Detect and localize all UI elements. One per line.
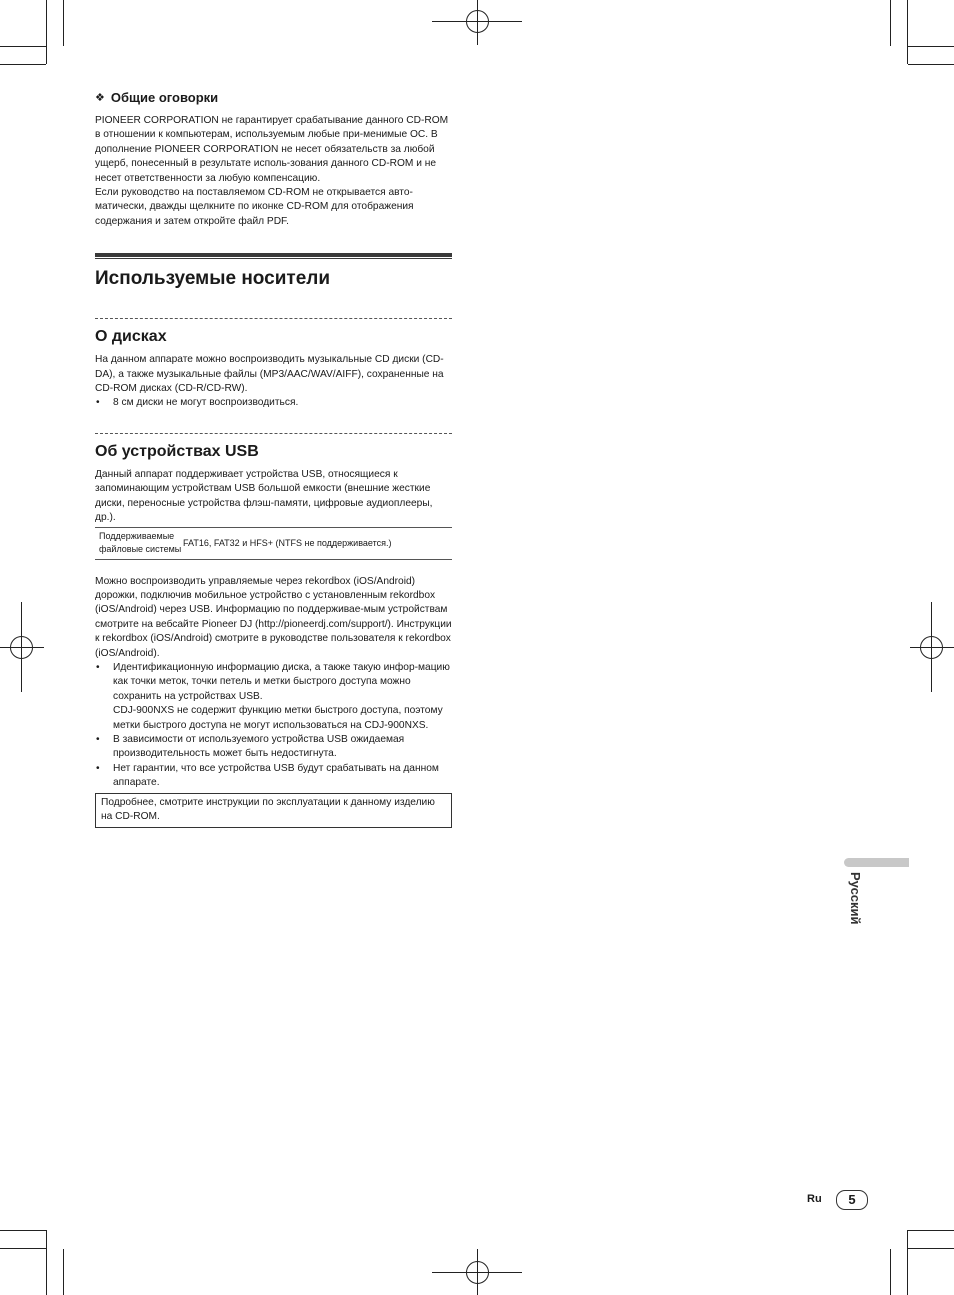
disclaimer-paragraph-2: Если руководство на поставляемом CD-ROM не открывается авто-матически, дважды щелкните по иконке CD-ROM для отображения содержания и затем откройте файл PDF. xyxy=(95,187,414,227)
bullet-icon: • xyxy=(96,661,100,673)
bullet-icon: • xyxy=(96,733,100,745)
filesystem-table xyxy=(95,527,452,560)
dashed-divider xyxy=(95,318,452,319)
list-item-text: Нет гарантии, что все устройства USB будут срабатывать на данном аппарате. xyxy=(113,762,439,789)
dashed-divider xyxy=(95,433,452,434)
language-label: Русский xyxy=(848,872,863,925)
language-tab-bar xyxy=(844,858,909,867)
list-item-text: 8 см диски не могут воспроизводиться. xyxy=(113,397,299,409)
bullet-icon: • xyxy=(96,762,100,774)
page-number: 5 xyxy=(836,1190,868,1210)
list-item-text: В зависимости от используемого устройства USB ожидаемая производительность может быть недостигнута. xyxy=(113,733,405,760)
disclaimer-paragraph-1: PIONEER CORPORATION не гарантирует срабатывание данного CD-ROM в отношении к компьютерам, используемым любые при-менимые ОС. В дополнение PIONEER CORPORATION не несет обязательств за любой ущерб, понесенный в результате исполь-зования данного CD-ROM и не несет ответственности за любую компенсацию. xyxy=(95,115,449,184)
diamond-bullet-icon: ❖ xyxy=(95,92,105,104)
note-box: Подробнее, смотрите инструкции по эксплуатации к данному изделию на CD-ROM. xyxy=(95,793,452,828)
section-title: Используемые носители xyxy=(95,268,331,290)
list-item xyxy=(95,733,452,762)
disclaimer-heading xyxy=(95,90,452,105)
list-item xyxy=(95,396,452,410)
discs-heading: О дисках xyxy=(95,328,167,346)
discs-text: На данном аппарате можно воспроизводить музыкальные CD диски (CD-DA), а также музыкальные файлы (MP3/AAC/WAV/AIFF), сохраненные на CD-ROM дисках (CD-R/CD-RW). xyxy=(95,354,444,395)
discs-bullets xyxy=(95,396,452,410)
list-item xyxy=(95,661,452,733)
list-item-extra: CDJ-900NXS не содержит функцию метки быстрого доступа, поэтому метки быстрого доступа не могут использоваться на CDJ-900NXS. xyxy=(113,705,443,731)
disclaimer-heading-text: Общие оговорки xyxy=(110,90,219,105)
bullet-icon: • xyxy=(96,397,100,409)
filesystem-table-key: Поддерживаемые файловые системы xyxy=(99,530,182,554)
list-item xyxy=(95,762,452,791)
usb-heading: Об устройствах USB xyxy=(95,442,259,460)
filesystem-table-value: FAT16, FAT32 и HFS+ (NTFS не поддерживается.) xyxy=(183,538,392,548)
usb-text: Данный аппарат поддерживает устройства USB, относящиеся к запоминающим устройствам USB большой емкости (внешние жесткие диски, переносные устройства флэш-памяти, цифровые аудиоплееры, др.). xyxy=(95,468,433,524)
main-column xyxy=(95,90,452,828)
section-rule xyxy=(95,253,452,259)
list-item-text: Идентификационную информацию диска, а также такую инфор-мацию как точки меток, точки петель и метки быстрого доступа можно сохранить на устройствах USB. xyxy=(113,661,450,702)
usb-text-2: Можно воспроизводить управляемые через rekordbox (iOS/Android) дорожки, подключив мобильное устройство с установленным rekordbox (iOS/Android) через USB. Информацию по поддерживае-мым устройствам смотрите на вебсайте Pioneer DJ (http://pioneerdj.com/support/). Инструкции к rekordbox (iOS/Android) смотрите в руководстве пользователя к rekordbox (iOS/Android). xyxy=(95,575,452,659)
usb-bullets xyxy=(95,661,452,791)
language-code: Ru xyxy=(807,1193,822,1205)
